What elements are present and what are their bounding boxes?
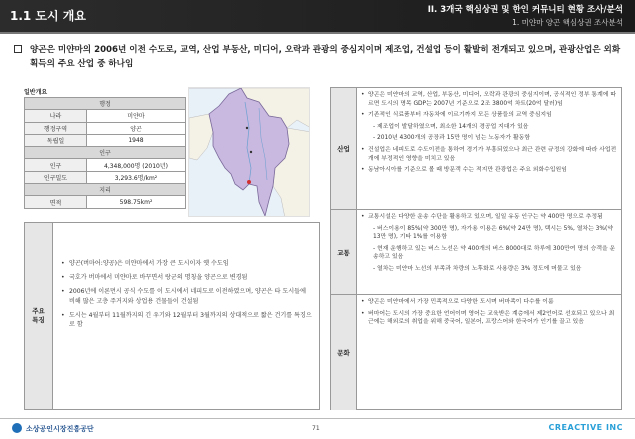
overview-label: 인구밀도 (25, 171, 87, 183)
footer-brand-suffix: INC (605, 423, 623, 432)
lead-paragraph (14, 43, 624, 71)
feature-item: • 양곤(버마어:양공)은 미얀마에서 가장 큰 도시이자 옛 수도임 (61, 259, 313, 268)
overview-row (25, 196, 186, 208)
overview-section-header: 지리 (25, 184, 186, 196)
page-number: 71 (312, 425, 320, 432)
details-item: • 기존적인 식료품부터 자동차에 이르기까지 모든 상품들의 교역 중심지임 (361, 111, 617, 120)
details-sub-item: - 제조업이 발달하였으며, 최소한 14개의 경공업 지대가 있음 (373, 123, 529, 130)
overview-row (25, 134, 186, 146)
overview-caption: 일반개요 (24, 89, 48, 96)
details-row-label: 산업 (331, 88, 357, 209)
features-list (61, 259, 313, 334)
details-row (331, 210, 621, 295)
feature-item: • 도시는 4월부터 11월까지의 긴 우기와 12월부터 3월까지의 상대적으로 짧은 건기를 특징으로 함 (61, 311, 313, 329)
details-row-list (361, 213, 617, 277)
footer-divider (0, 418, 635, 419)
overview-value: 미얀마 (87, 110, 186, 122)
overview-label: 면적 (25, 196, 87, 208)
overview-value: 598.75km² (87, 196, 186, 208)
details-sub-item: - 버스이용이 85%(약 300만 명), 자가용 이용은 6%(약 24만 명), 택시는 5%, 열차는 3%(약 13만 명), 기타 1%를 이용함 (373, 225, 614, 241)
overview-label: 나라 (25, 110, 87, 122)
details-row-label: 교통 (331, 210, 357, 294)
details-item: • 동남아시아를 기준으로 볼 때 방문객 수는 적지만 관광업은 주요 외화수입원임 (361, 166, 617, 175)
square-bullet-icon (14, 45, 22, 53)
details-sub-item: - 2010년 4300개의 공장과 15만 명이 넘는 노동자가 활동함 (373, 135, 531, 142)
details-item: • 양곤은 미얀마의 교역, 산업, 부동산, 미디어, 오락과 관광의 중심지이며, 공식적인 정부 통계에 따르면 도시의 명목 GDP는 2007년 기준으로 2조 3800억 차트(20억 달러)임 (361, 91, 617, 108)
overview-row (25, 147, 186, 159)
page-header (0, 0, 635, 32)
overview-row (25, 110, 186, 122)
details-box (330, 87, 622, 410)
header-divider (0, 32, 635, 34)
features-label (25, 223, 53, 409)
footer-brand (549, 423, 624, 432)
features-box (24, 222, 320, 410)
overview-row (25, 98, 186, 110)
feature-item: • 2006년에 이론먼시 공식 수도를 이 도시에서 네피도로 이전하였으며, 양곤은 타 도시들에 비해 많은 고층 주거지와 상업용 건물들이 건설됨 (61, 287, 313, 305)
features-label-text: 주요 특징 (32, 307, 45, 324)
details-row (331, 88, 621, 210)
organization-logo-icon (12, 423, 22, 433)
lead-text: 양곤은 미얀마의 2006년 이전 수도로, 교역, 산업 부동산, 미디어, 오락과 관광의 중심지이며 제조업, 건설업 등이 활발히 전개되고 있으며, 관광산업은 외화획득의 주요 산업 중 하나임 (30, 45, 621, 69)
overview-value: 4,348,000명 (2010년) (87, 159, 186, 171)
details-sub-item: - 현재 운행하고 있는 버스 노선은 약 400개의 버스 8000대로 하루에 300만여 명의 승객을 운송하고 있음 (373, 245, 616, 261)
overview-label: 독립일 (25, 134, 87, 146)
subsection-title: 1. 미얀마 양곤 핵심상권 조사분석 (512, 18, 623, 27)
overview-value: 3,293.6명/km² (87, 171, 186, 183)
myanmar-map (188, 87, 310, 217)
section-title: II. 3개국 핵심상권 및 한인 커뮤니티 현황 조사/분석 (427, 5, 623, 15)
page-title: 1.1 도시 개요 (10, 9, 86, 23)
overview-row (25, 184, 186, 196)
overview-row (25, 122, 186, 134)
details-row (331, 295, 621, 410)
overview-label: 인구 (25, 159, 87, 171)
overview-value: 양곤 (87, 122, 186, 134)
feature-item: • 국호가 버마에서 미얀마로 바꾸면서 랑군의 명칭을 양곤으로 변경됨 (61, 273, 313, 282)
footer-brand-main: CREACTIVE (548, 423, 603, 432)
details-item: • 버마어는 도시의 가장 중요한 언어이며 영어는 교육받은 계층에서 제2언어로 선호되고 있으나 최근에는 해외로의 취업을 위해 중국어, 일본어, 프랑스어와 한국어가 인기를 끌고 있음 (361, 310, 617, 327)
details-item: • 양곤은 미얀마에서 가장 민족적으로 다양한 도시며 버마족이 다수를 이룸 (361, 298, 617, 307)
details-item: • 교통시설은 다양한 운송 수단을 활용하고 있으며, 일일 유동 인구는 약 400만 명으로 추정됨 (361, 213, 617, 222)
footer-organization: 소상공인시장진흥공단 (26, 425, 94, 433)
details-row-label: 문화 (331, 295, 357, 410)
myanmar-map-icon (189, 88, 310, 217)
overview-row (25, 159, 186, 171)
details-sub-item: - 열차는 미얀마 노선의 부족과 차량의 노후화로 사용량은 3% 정도에 머물고 있음 (373, 265, 582, 272)
details-row-list (361, 91, 617, 178)
details-row-list (361, 298, 617, 330)
overview-row (25, 171, 186, 183)
details-item: • 건설업은 네피도로 수도이전을 통하여 경기가 부흥되었으나 최근 관련 규정의 강화에 따라 사업전개에 부정적인 영향을 미치고 있음 (361, 146, 617, 163)
overview-table (24, 97, 186, 209)
overview-section-header: 행정 (25, 98, 186, 110)
overview-value: 1948 (87, 134, 186, 146)
overview-label: 행정구역 (25, 122, 87, 134)
overview-section-header: 인구 (25, 147, 186, 159)
